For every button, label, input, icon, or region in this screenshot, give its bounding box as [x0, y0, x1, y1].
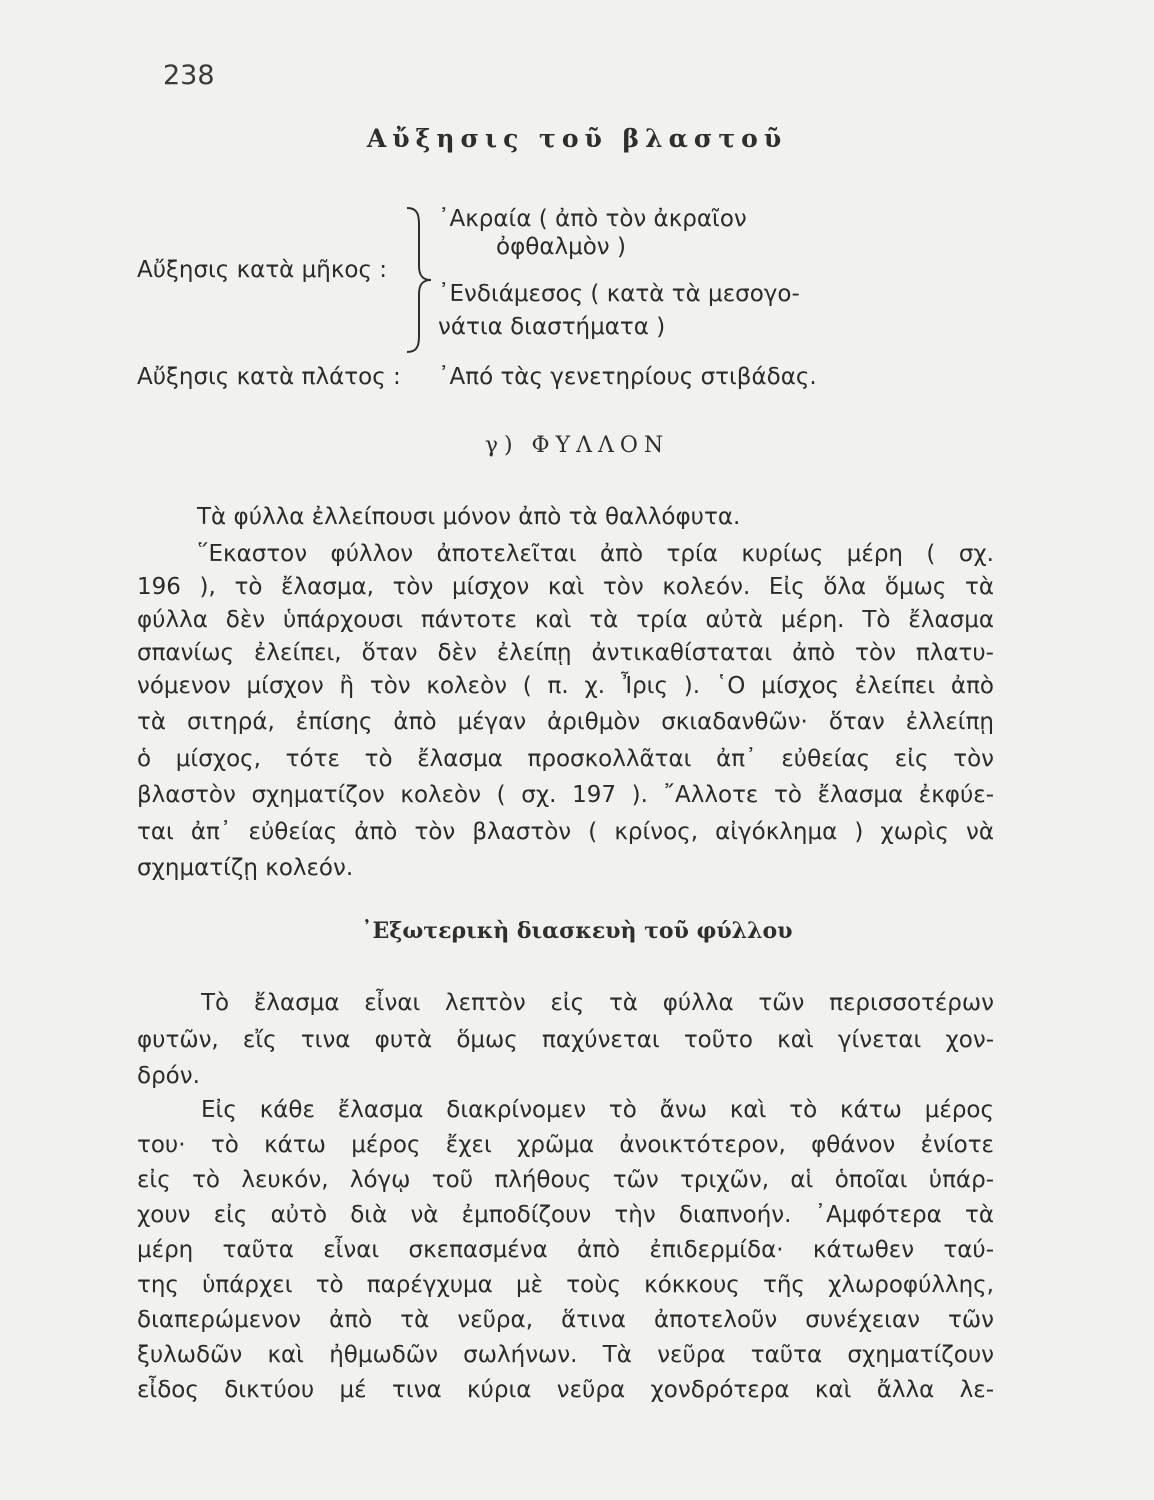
external-structure-title: ᾿Εξωτερικὴ διασκευὴ τοῦ φύλλου: [361, 918, 793, 944]
length-growth-line-3: ᾿Ενδιάμεσος ( κατὰ τὰ μεσογο-: [438, 281, 800, 307]
paragraph-1-line: ται ἀπ᾿ εὐθείας ἀπὸ τὸν βλαστὸν ( κρίνος, αἰγόκλημα ) χωρὶς νὰ: [137, 819, 994, 845]
paragraph-3-line: διαπερώμενον ἀπὸ τὰ νεῦρα, ἅτινα ἀποτελοῦν συνέχειαν τῶν: [137, 1307, 994, 1333]
length-growth-line-2: ὀφθαλμὸν ): [496, 234, 626, 260]
paragraph-3-line: χουν εἰς αὐτὸ διὰ νὰ ἐμποδίζουν τὴν διαπνοήν. ᾿Αμφότερα τὰ: [137, 1202, 994, 1228]
page-number: 238: [163, 60, 215, 91]
paragraph-2-line: δρόν.: [137, 1063, 200, 1089]
paragraph-1-line: σπανίως ἐλείπει, ὅταν δὲν ἐλείπῃ ἀντικαθίσταται ἀπὸ τὸν πλατυ-: [137, 640, 994, 666]
length-growth-label: Αὔξησις κατὰ μῆκος :: [137, 257, 388, 283]
paragraph-2-line: φυτῶν, εἴς τινα φυτὰ ὅμως παχύνεται τοῦτο καὶ γίνεται χον-: [137, 1027, 994, 1053]
paragraph-3-line: ξυλωδῶν καὶ ἠθμωδῶν σωλήνων. Τὰ νεῦρα ταῦτα σχηματίζουν: [137, 1342, 994, 1368]
paragraph-1-line: ῞Εκαστον φύλλον ἀποτελεῖται ἀπὸ τρία κυρίως μέρη ( σχ.: [197, 541, 994, 567]
paragraph-3-line: εἰς τὸ λευκόν, λόγῳ τοῦ πλήθους τῶν τριχῶν, αἱ ὁποῖαι ὑπάρ-: [137, 1167, 994, 1193]
section-title: Αὔξησις τοῦ βλαστοῦ: [366, 124, 788, 153]
length-growth-line-4: νάτια διαστήματα ): [438, 314, 666, 340]
paragraph-1-line: τὰ σιτηρά, ἐπίσης ἀπὸ μέγαν ἀριθμὸν σκιαδανθῶν· ὅταν ἐλλείπῃ: [137, 709, 994, 735]
paragraph-3-line: μέρη ταῦτα εἶναι σκεπασμένα ἀπὸ ἐπιδερμίδα· κάτωθεν ταύ-: [137, 1237, 994, 1263]
paragraph-1-line: βλαστὸν σχηματίζον κολεὸν ( σχ. 197 ). ῎Αλλοτε τὸ ἔλασμα ἐκφύε-: [137, 782, 994, 808]
paragraph-1-line: 196 ), τὸ ἔλασμα, τὸν μίσχον καὶ τὸν κολεόν. Εἰς ὅλα ὅμως τὰ: [137, 574, 994, 600]
paragraph-1-line: Τὰ φύλλα ἐλλείπουσι μόνον ἀπὸ τὰ θαλλόφυτα.: [197, 504, 741, 530]
paragraph-3-line: της ὑπάρχει τὸ παρέγχυμα μὲ τοὺς κόκκους τῆς χλωροφύλλης,: [137, 1272, 994, 1298]
right-brace-icon: [403, 206, 433, 354]
leaf-title: γ) ΦΥΛΛΟΝ: [484, 433, 670, 458]
paragraph-1-line: φύλλα δὲν ὑπάρχουσι πάντοτε καὶ τὰ τρία αὐτὰ μέρη. Τὸ ἔλασμα: [137, 607, 994, 633]
length-growth-line-1: ᾿Ακραία ( ἀπὸ τὸν ἀκραῖον: [438, 206, 747, 232]
paragraph-2-line: Τὸ ἔλασμα εἶναι λεπτὸν εἰς τὰ φύλλα τῶν περισσοτέρων: [201, 990, 994, 1016]
paragraph-1-line: ὁ μίσχος, τότε τὸ ἔλασμα προσκολλᾶται ἀπ᾿ εὐθείας εἰς τὸν: [137, 746, 994, 772]
paragraph-3-line: του· τὸ κάτω μέρος ἔχει χρῶμα ἀνοικτότερον, φθάνον ἐνίοτε: [137, 1132, 994, 1158]
width-growth-value: ᾿Από τὰς γενετηρίους στιβάδας.: [438, 364, 817, 390]
paragraph-3-line: εἶδος δικτύου μέ τινα κύρια νεῦρα χονδρότερα καὶ ἄλλα λε-: [137, 1377, 994, 1403]
paragraph-3-line: Εἰς κάθε ἔλασμα διακρίνομεν τὸ ἄνω καὶ τὸ κάτω μέρος: [201, 1097, 994, 1123]
paragraph-1-line: νόμενον μίσχον ἢ τὸν κολεὸν ( π. χ. Ἶρις ). ῾Ο μίσχος ἐλείπει ἀπὸ: [137, 673, 994, 699]
width-growth-label: Αὔξησις κατὰ πλάτος :: [137, 364, 401, 390]
paragraph-1-line: σχηματίζῃ κολεόν.: [137, 855, 354, 881]
